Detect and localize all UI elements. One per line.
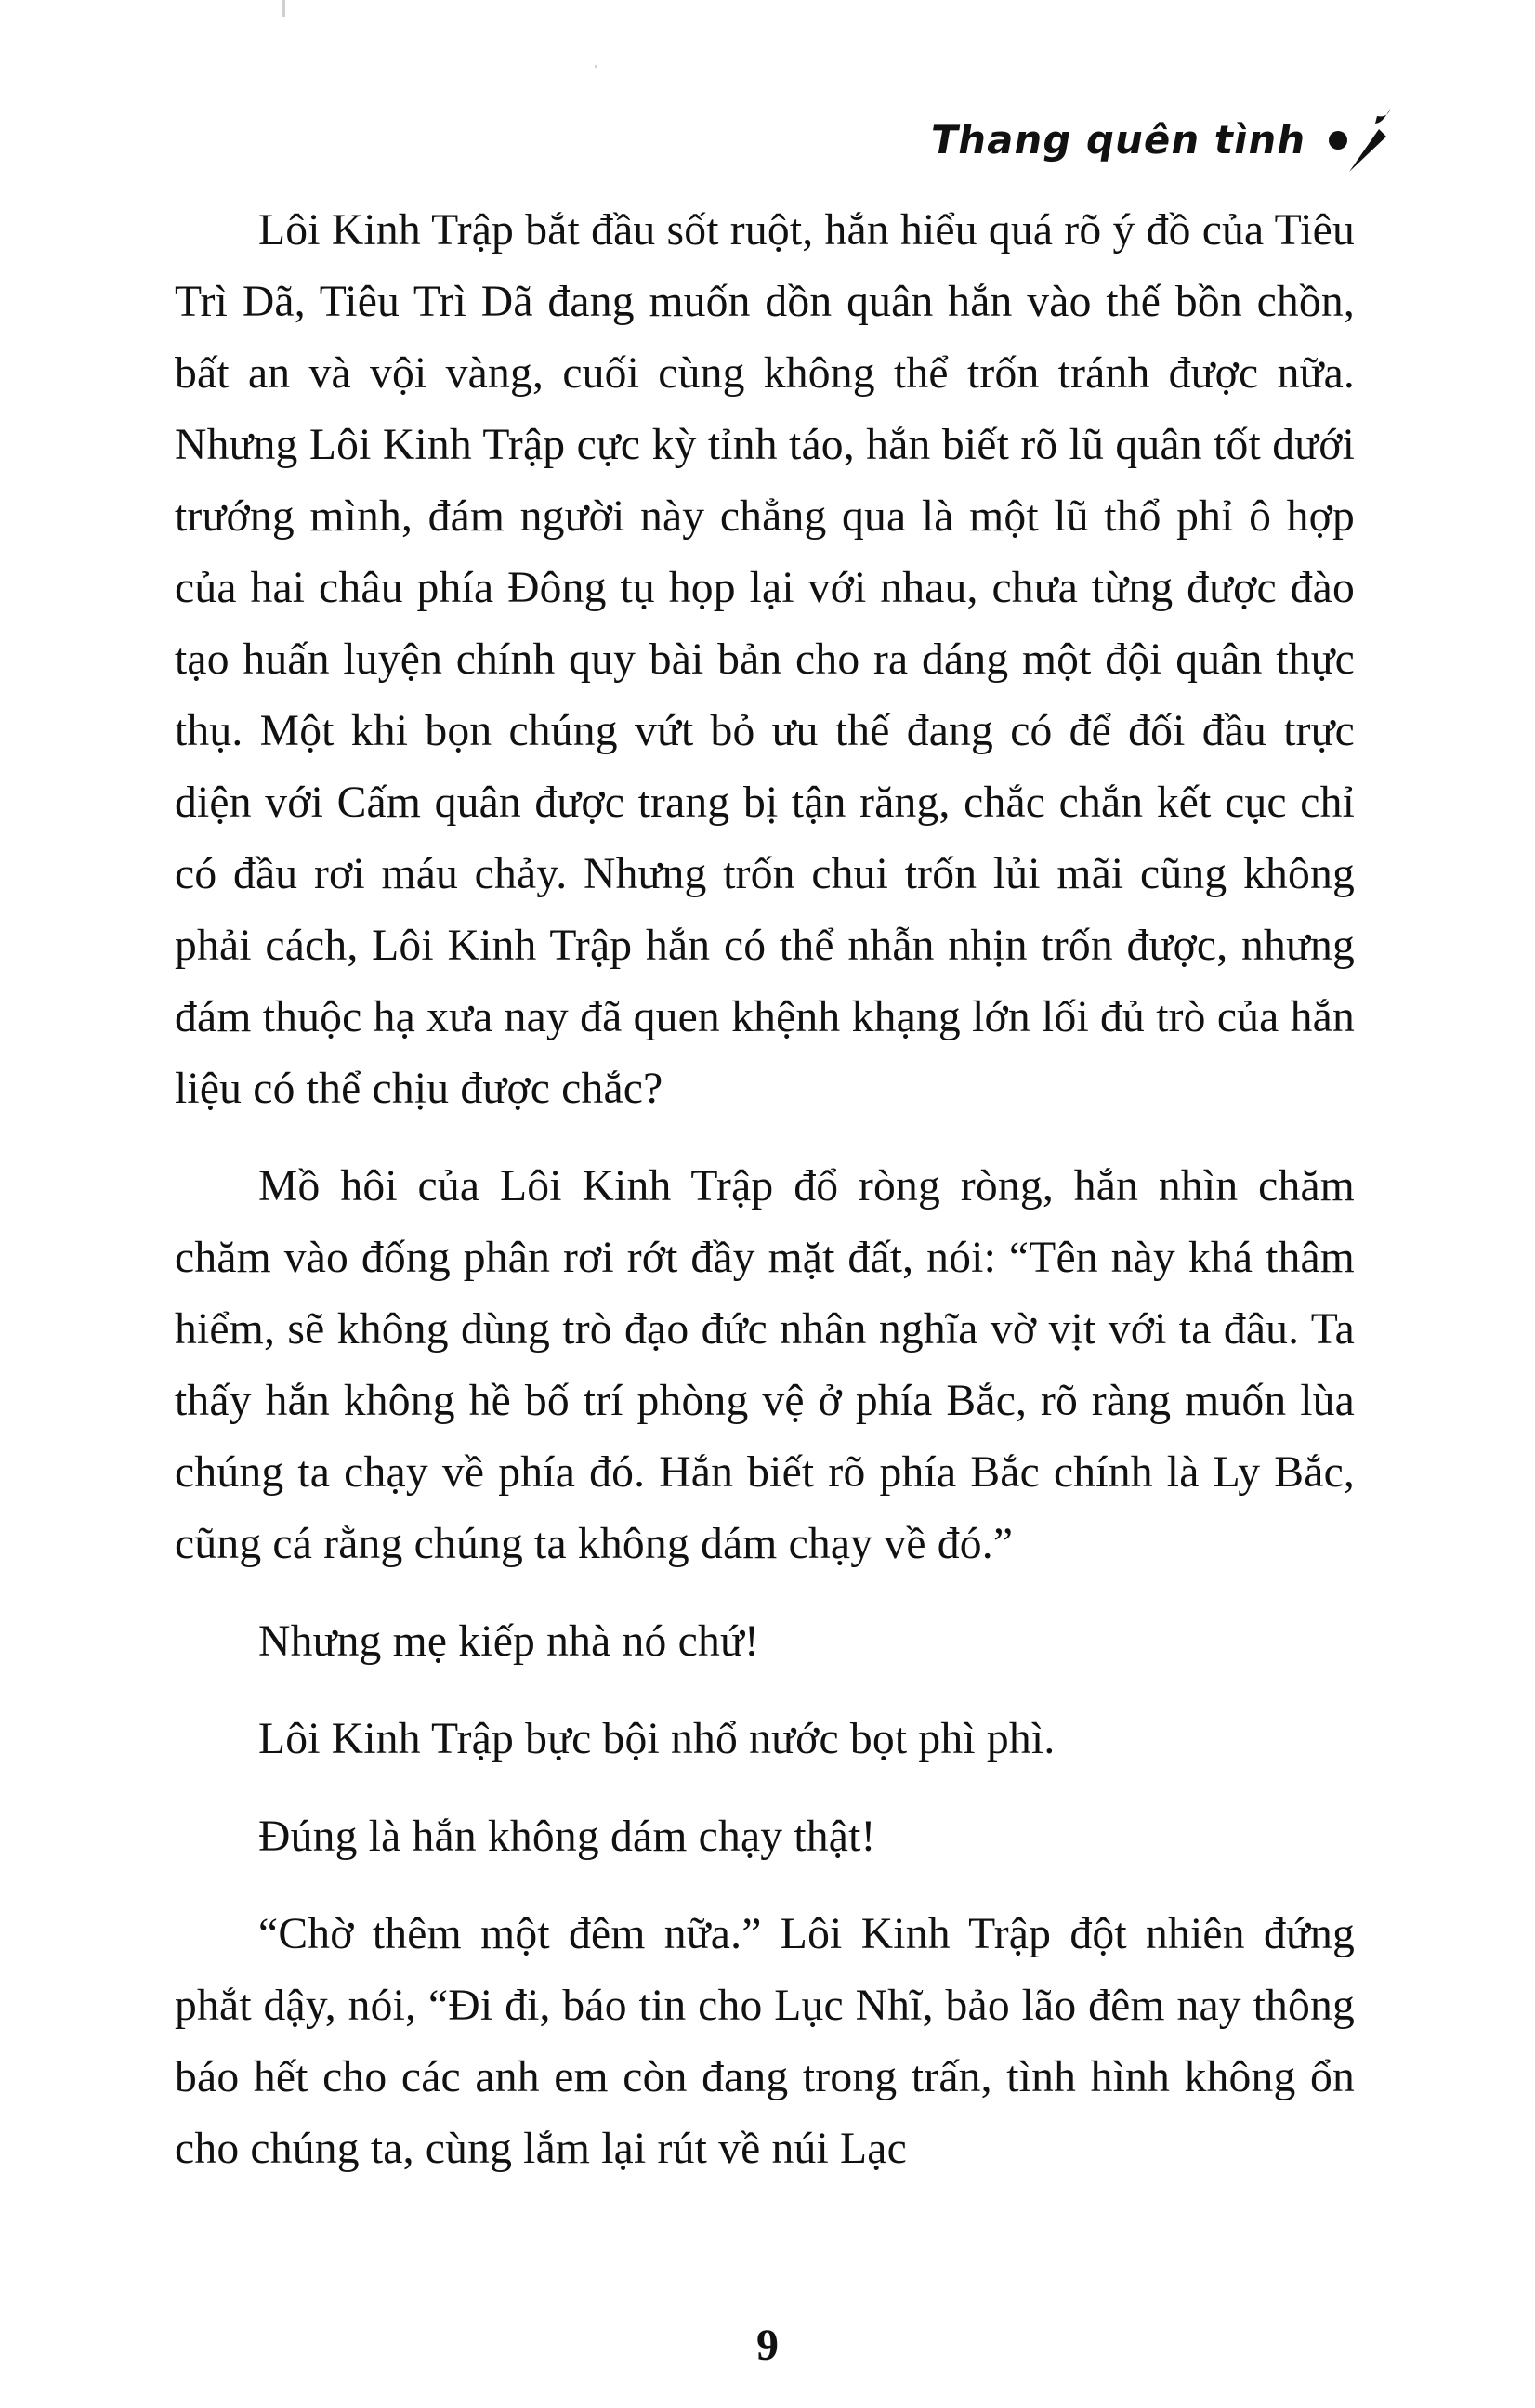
paragraph: Lôi Kinh Trập bắt đầu sốt ruột, hắn hiểu quá rõ ý đồ của Tiêu Trì Dã, Tiêu Trì Dã đang muốn dồn quân hắn vào thế bồn chồn, bất an và vội vàng, cuối cùng không thể trốn tránh được nữa. Nhưng Lôi Kinh Trập cực kỳ tỉnh táo, hắn biết rõ lũ quân tốt dưới trướng mình, đám người này chẳng qua là một lũ thổ phỉ ô hợp của hai châu phía Đông tụ họp lại với nhau, chưa từng được đào tạo huấn luyện chính quy bài bản cho ra dáng một đội quân thực thụ. Một khi bọn chúng vứt bỏ ưu thế đang có để đối đầu trực diện với Cấm quân được trang bị tận răng, chắc chắn kết cục chỉ có đầu rơi máu chảy. Nhưng trốn chui trốn lủi mãi cũng không phải cách, Lôi Kinh Trập hắn có thể nhẫn nhịn trốn được, nhưng đám thuộc hạ xưa nay đã quen khệnh khạng lớn lối đủ trò của hắn liệu có thể chịu được chắc? <box>175 206 1355 1113</box>
scan-speck <box>595 65 597 68</box>
running-header <box>926 84 1396 195</box>
paragraph: “Chờ thêm một đêm nữa.” Lôi Kinh Trập đột nhiên đứng phắt dậy, nói, “Đi đi, báo tin cho Lục Nhĩ, bảo lão đêm nay thông báo hết cho các anh em còn đang trong trấn, tình hình không ổn cho chúng ta, cùng lắm lại rút về núi Lạc <box>175 1910 1355 2173</box>
quill-ornament-icon <box>1321 98 1396 181</box>
running-title: Thang quên tình <box>926 116 1311 163</box>
paragraph: Lôi Kinh Trập bực bội nhổ nước bọt phì phì. <box>258 1715 1056 1763</box>
page-number: 9 <box>756 2321 779 2370</box>
paragraph: Nhưng mẹ kiếp nhà nó chứ! <box>258 1617 760 1666</box>
body-text <box>175 195 1355 2185</box>
paragraph: Đúng là hắn không dám chạy thật! <box>258 1813 876 1861</box>
paragraph: Mồ hôi của Lôi Kinh Trập đổ ròng ròng, hắn nhìn chăm chăm vào đống phân rơi rớt đầy mặt đất, nói: “Tên này khá thâm hiểm, sẽ không dùng trò đạo đức nhân nghĩa vờ vịt với ta đâu. Ta thấy hắn không hề bố trí phòng vệ ở phía Bắc, rõ ràng muốn lùa chúng ta chạy về phía đó. Hắn biết rõ phía Bắc chính là Ly Bắc, cũng cá rằng chúng ta không dám chạy về đó.” <box>175 1162 1355 1568</box>
scan-speck <box>282 0 285 17</box>
